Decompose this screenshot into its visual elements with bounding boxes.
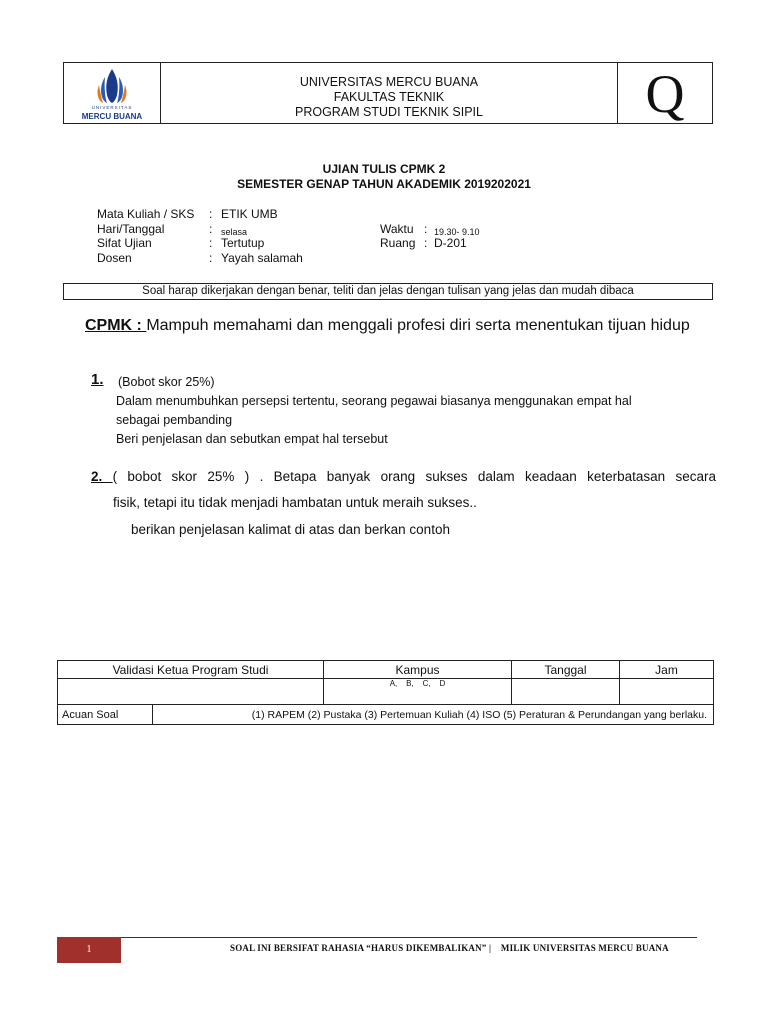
day-colon: : (209, 222, 213, 236)
question-1-line1: Dalam menumbuhkan persepsi tertentu, seorang pegawai biasanya menggunakan empat hal (116, 394, 632, 408)
question-2-number: 2. (91, 469, 113, 484)
campus-options-cell: A, B, C, D (324, 679, 512, 705)
page-number: 1 (57, 937, 121, 963)
cpmk-label: CPMK : (85, 317, 147, 334)
campus-header-cell: Kampus (324, 661, 512, 679)
nature-colon: : (209, 236, 213, 250)
document-header (63, 62, 713, 124)
table-row (58, 679, 714, 705)
table-row (58, 705, 714, 725)
institution-block (161, 63, 618, 123)
question-1-number: 1. (91, 371, 104, 388)
room-value: D-201 (434, 236, 467, 250)
faculty-name: FAKULTAS TEKNIK (333, 90, 445, 104)
instruction-notice: Soal harap dikerjakan dengan benar, teliti dan jelas dengan tulisan yang jelas dan mudah dibaca (63, 283, 713, 300)
room-label: Ruang (380, 236, 416, 250)
reference-text: (1) RAPEM (2) Pustaka (3) Pertemuan Kuliah (4) ISO (5) Peraturan & Perundangan yang berlaku. (153, 705, 714, 725)
table-row (58, 661, 714, 679)
validation-header-cell: Validasi Ketua Program Studi (58, 661, 324, 679)
question-1-line2: sebagai pembanding (116, 413, 233, 427)
cpmk-text: Mampuh memahami dan menggali profesi diri serta menentukan tijuan hidup (146, 317, 690, 334)
question-1-line3: Beri penjelasan dan sebutkan empat hal tersebut (116, 432, 388, 446)
time-colon: : (424, 222, 428, 236)
day-label: Hari/Tanggal (97, 222, 165, 236)
time-label: Waktu (380, 222, 414, 236)
university-name: UNIVERSITAS MERCU BUANA (299, 75, 479, 89)
time-cell (620, 679, 714, 705)
date-cell (512, 679, 620, 705)
course-value: ETIK UMB (221, 207, 278, 221)
lecturer-value: Yayah salamah (221, 251, 303, 265)
lecturer-label: Dosen (97, 251, 132, 265)
validation-table (57, 660, 714, 705)
logo-name: MERCU BUANA (81, 112, 143, 121)
reference-table (57, 704, 714, 725)
course-label: Mata Kuliah / SKS (97, 207, 195, 221)
time-value: 19.30- 9.10 (434, 227, 480, 237)
exam-semester: SEMESTER GENAP TAHUN AKADEMIK 2019202021 (237, 177, 531, 191)
course-colon: : (209, 207, 213, 221)
program-name: PROGRAM STUDI TEKNIK SIPIL (294, 105, 483, 119)
q-mark: Q (645, 64, 685, 124)
date-header-cell: Tanggal (512, 661, 620, 679)
lecturer-colon: : (209, 251, 213, 265)
room-colon: : (424, 236, 428, 250)
question-2-line3: berikan penjelasan kalimat di atas dan berkan contoh (131, 522, 450, 537)
footer-confidential-text: SOAL INI BERSIFAT RAHASIA “HARUS DIKEMBALIKAN” | MILIK UNIVERSITAS MERCU BUANA (230, 943, 669, 953)
nature-value: Tertutup (221, 236, 265, 250)
question-2-line2: fisik, tetapi itu tidak menjadi hambatan untuk meraih sukses.. (113, 495, 477, 510)
flame-logo-icon (64, 63, 160, 107)
nature-label: Sifat Ujian (97, 236, 152, 250)
reference-label: Acuan Soal (58, 705, 153, 725)
footer-divider (57, 937, 697, 938)
exam-title: UJIAN TULIS CPMK 2 (322, 162, 446, 176)
validation-sign-cell (58, 679, 324, 705)
question-1-weight: (Bobot skor 25%) (118, 375, 215, 389)
day-value: selasa (221, 227, 248, 237)
time-header-cell: Jam (620, 661, 714, 679)
university-logo (64, 63, 161, 123)
question-2-line1: 2. ( bobot skor 25% ) . Betapa banyak orang sukses dalam keadaan keterbatasan secara (91, 469, 716, 484)
cpmk-statement (85, 315, 717, 336)
logo-subtitle: UNIVERSITAS (91, 105, 133, 110)
